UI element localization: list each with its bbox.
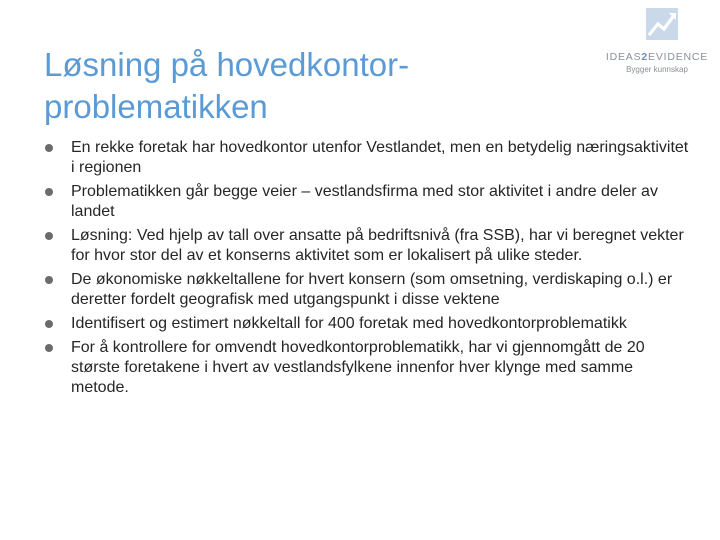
- logo-name-part2: EVIDENCE: [648, 51, 709, 63]
- bullet-dot-icon: [45, 344, 53, 352]
- bullet-text: Problematikken går begge veier – vestlandsfirma med stor aktivitet i andre deler av landet: [71, 183, 658, 220]
- bullet-item: [44, 270, 694, 310]
- bullet-dot-icon: [45, 144, 53, 152]
- company-logo: [600, 8, 714, 82]
- bullet-dot-icon: [45, 232, 53, 240]
- bullet-item: [44, 138, 694, 178]
- bullet-text: Løsning: Ved hjelp av tall over ansatte på bedriftsnivå (fra SSB), har vi beregnet vekter for hvor stor del av et konserns aktivitet som er lokalisert på ulike steder.: [71, 227, 684, 264]
- bullet-dot-icon: [45, 188, 53, 196]
- rising-chart-icon: [646, 8, 678, 40]
- bullet-item: [44, 338, 694, 398]
- logo-tagline: Bygger kunnskap: [626, 65, 688, 74]
- bullet-item: [44, 182, 694, 222]
- bullet-text: For å kontrollere for omvendt hovedkontorproblematikk, har vi gjennomgått de 20 største foretakene i hvert av vestlandsfylkene innenfor hver klynge med samme metode.: [71, 339, 645, 396]
- bullet-list: [44, 138, 694, 402]
- logo-wordmark: [600, 51, 714, 63]
- bullet-dot-icon: [45, 320, 53, 328]
- bullet-text: Identifisert og estimert nøkkeltall for 400 foretak med hovedkontorproblematikk: [71, 315, 627, 332]
- logo-name-part1: IDEAS: [605, 51, 642, 63]
- logo-name-accent: 2: [641, 51, 649, 63]
- bullet-item: [44, 314, 694, 334]
- bullet-item: [44, 226, 694, 266]
- slide-title: Løsning på hovedkontor-problematikken: [44, 46, 410, 126]
- bullet-dot-icon: [45, 276, 53, 284]
- bullet-text: De økonomiske nøkkeltallene for hvert konsern (som omsetning, verdiskaping o.l.) er deretter fordelt geografisk med utgangspunkt i disse vektene: [71, 271, 673, 308]
- bullet-text: En rekke foretak har hovedkontor utenfor Vestlandet, men en betydelig næringsaktivitet i regionen: [71, 139, 689, 176]
